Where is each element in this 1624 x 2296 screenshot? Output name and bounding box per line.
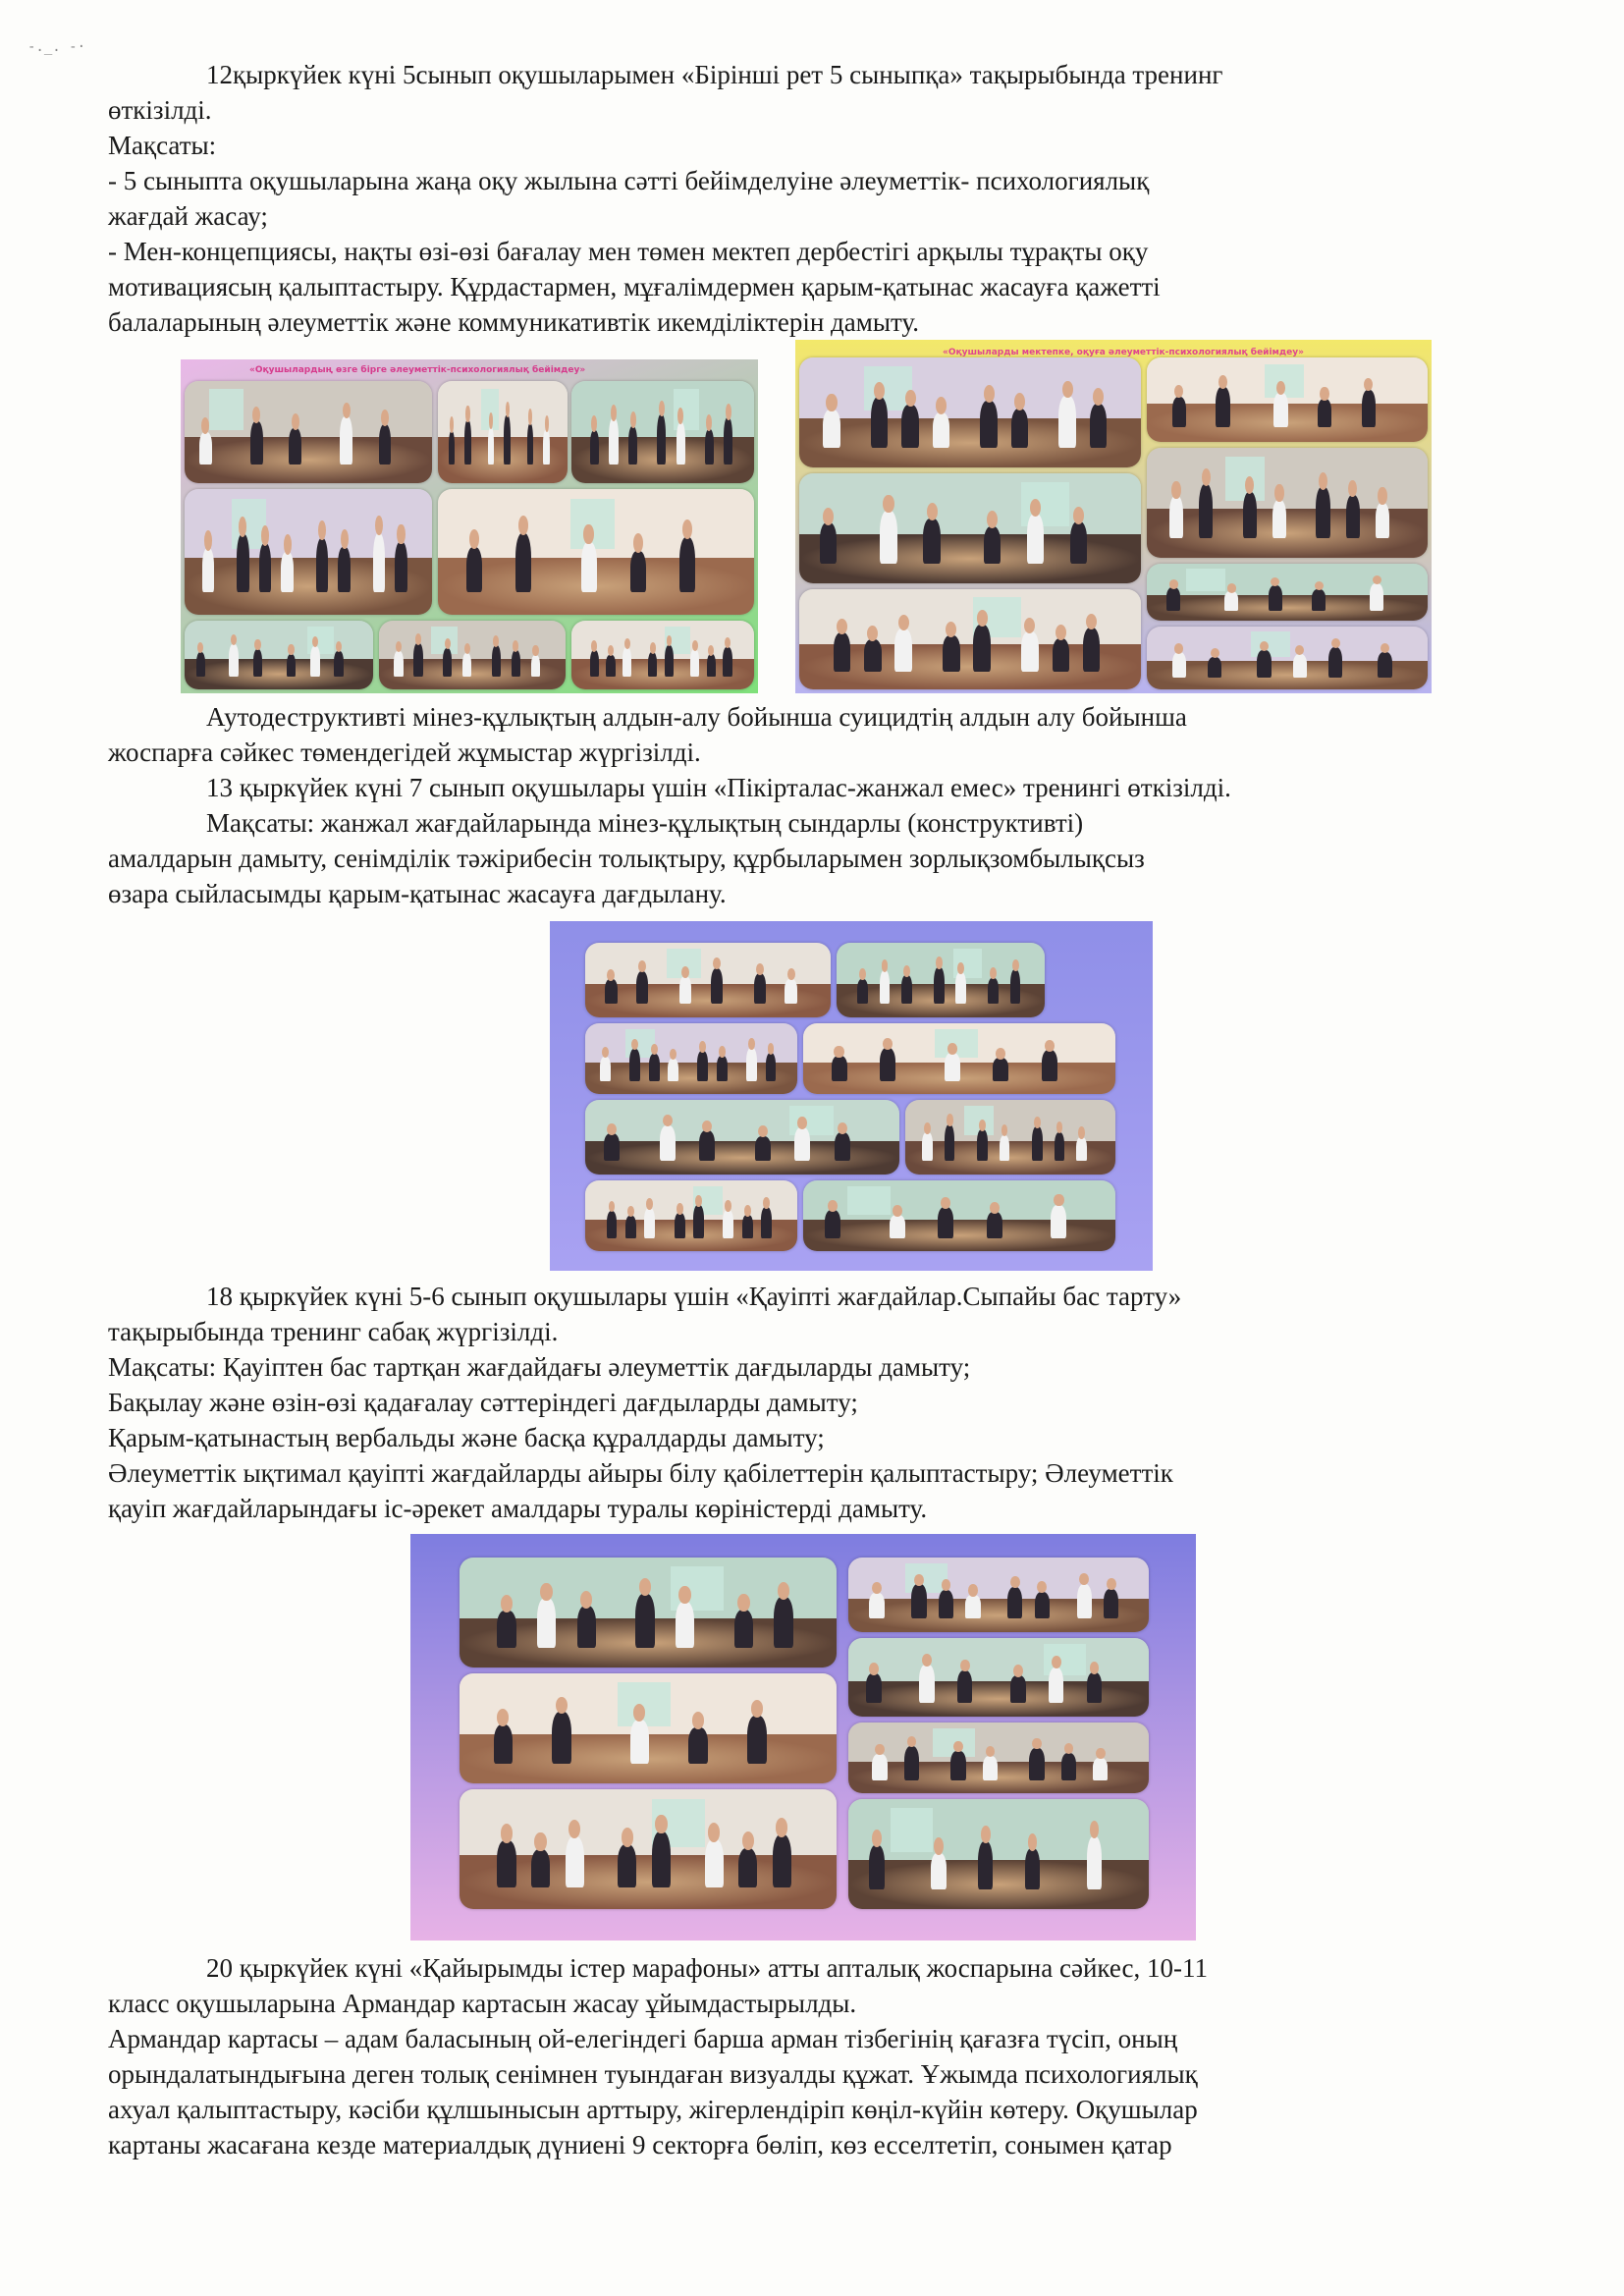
text-line: Армандар картасы – адам баласының ой-елегіндегі барша арман тізбегінің қағазға түсіп, оның bbox=[108, 2024, 1178, 2053]
text-line: Аутодеструктивті мінез-құлықтың алдын-алу бойынша суицидтің алдын алу бойынша bbox=[206, 702, 1187, 732]
text-line: жағдай жасау; bbox=[108, 201, 268, 231]
classroom-photo bbox=[803, 1180, 1115, 1251]
text-line: өткізілді. bbox=[108, 95, 212, 125]
text-line: 13 қыркүйек күні 7 сынып оқушылары үшін «Пікірталас-жанжал емес» тренингі өткізілді. bbox=[206, 773, 1231, 802]
text-line: Әлеуметтік ықтимал қауіпті жағдайларды айыры білу қабілеттерін қалыптастыру; Әлеуметтік bbox=[108, 1458, 1173, 1488]
classroom-photo bbox=[585, 1100, 899, 1175]
classroom-photo bbox=[848, 1799, 1149, 1909]
photo-collage-2 bbox=[795, 340, 1432, 693]
classroom-photo bbox=[585, 943, 831, 1017]
text-line: 18 қыркүйек күні 5-6 сынып оқушылары үшін «Қауіпті жағдайлар.Сыпайы бас тарту» bbox=[206, 1282, 1182, 1311]
classroom-photo bbox=[799, 589, 1141, 689]
photo-collage-3 bbox=[550, 921, 1153, 1271]
photo-collage-4 bbox=[410, 1534, 1196, 1941]
classroom-photo bbox=[1147, 564, 1428, 621]
text-line: мотивациясың қалыптастыру. Құрдастармен, мұғалімдермен қарым-қатынас жасауға қажетті bbox=[108, 272, 1161, 301]
classroom-photo bbox=[585, 1023, 797, 1094]
classroom-photo bbox=[571, 381, 754, 483]
classroom-photo bbox=[585, 1180, 797, 1251]
text-line: Мақсаты: Қауіптен бас тартқан жағдайдағы әлеуметтік дағдыларды дамыту; bbox=[108, 1352, 971, 1382]
collage-title: «Оқушыларды мектепке, оқуға әлеуметтік-психологиялық бейімдеу» bbox=[943, 348, 1304, 357]
classroom-photo bbox=[379, 621, 566, 689]
classroom-photo bbox=[799, 357, 1141, 467]
scan-artifact: -._. -· bbox=[27, 39, 86, 55]
classroom-photo bbox=[185, 381, 432, 483]
text-line: - 5 сыныпта оқушыларына жаңа оқу жылына сәтті бейімделуіне әлеуметтік- психологиялық bbox=[108, 166, 1150, 195]
text-line: - Мен-концепциясы, нақты өзі-өзі бағалау мен төмен мектеп дербестігі арқылы тұрақты оқу bbox=[108, 237, 1149, 266]
text-line: орындалатындығына деген толық сенімнен туындаған визуалды құжат. Ұжымда психологиялық bbox=[108, 2059, 1198, 2089]
classroom-photo bbox=[848, 1722, 1149, 1793]
paragraph-dangerous-situations bbox=[108, 1279, 1512, 1526]
classroom-photo bbox=[837, 943, 1045, 1017]
classroom-photo bbox=[438, 489, 754, 615]
classroom-photo bbox=[185, 489, 432, 615]
classroom-photo bbox=[1147, 357, 1428, 442]
text-line: класс оқушыларына Армандар картасын жасау ұйымдастырылды. bbox=[108, 1989, 857, 2018]
paragraph-training-5-grade bbox=[108, 57, 1512, 340]
classroom-photo bbox=[848, 1638, 1149, 1717]
text-line: амалдарын дамыту, сенімділік тәжірибесін толықтыру, құрбыларымен зорлықзомбылықсыз bbox=[108, 844, 1145, 873]
collage-title: «Оқушылардың өзге бірге әлеуметтік-психологиялық бейімдеу» bbox=[249, 365, 586, 375]
text-line: өзара сыйласымды қарым-қатынас жасауға дағдылану. bbox=[108, 879, 727, 908]
classroom-photo bbox=[848, 1558, 1149, 1632]
classroom-photo bbox=[185, 621, 373, 689]
text-line: картаны жасағана кезде материалдық дүниені 9 секторға бөліп, көз есселтетіп, сонымен қатар bbox=[108, 2130, 1172, 2159]
text-line: 12қыркүйек күні 5сынып оқушыларымен «Бірінші рет 5 сыныпқа» тақырыбында тренинг bbox=[206, 60, 1223, 89]
paragraph-dream-map bbox=[108, 1950, 1512, 2162]
classroom-photo bbox=[438, 381, 568, 483]
classroom-photo bbox=[799, 473, 1141, 583]
text-line: тақырыбында тренинг сабақ жүргізілді. bbox=[108, 1317, 559, 1346]
text-line: Бақылау және өзін-өзі қадағалау сәттеріндегі дағдыларды дамыту; bbox=[108, 1388, 858, 1417]
text-line: Қарым-қатынастың вербальды және басқа құралдарды дамыту; bbox=[108, 1423, 825, 1452]
classroom-photo bbox=[1147, 448, 1428, 558]
classroom-photo bbox=[1147, 627, 1428, 689]
classroom-photo bbox=[460, 1789, 837, 1909]
classroom-photo bbox=[803, 1023, 1115, 1094]
paragraph-suicide-prevention bbox=[108, 699, 1512, 911]
text-line: ахуал қалыптастыру, кәсіби құлшынысын арттыру, жігерлендіріп көңіл-күйін көтеру. Оқушылар bbox=[108, 2095, 1198, 2124]
text-line: қауіп жағдайларындағы іс-әрекет амалдары туралы көріністерді дамыту. bbox=[108, 1494, 928, 1523]
text-line: балаларының әлеуметтік және коммуникативтік икемділіктерін дамыту. bbox=[108, 307, 919, 337]
classroom-photo bbox=[905, 1100, 1115, 1175]
classroom-photo bbox=[460, 1558, 837, 1667]
text-line: Мақсаты: bbox=[108, 131, 217, 160]
classroom-photo bbox=[460, 1673, 837, 1783]
photo-collage-1 bbox=[181, 359, 758, 693]
text-line: Мақсаты: жанжал жағдайларында мінез-құлықтың сындарлы (конструктивті) bbox=[206, 808, 1084, 838]
classroom-photo bbox=[571, 621, 754, 689]
text-line: 20 қыркүйек күні «Қайырымды істер марафоны» атты апталық жоспарына сәйкес, 10-11 bbox=[206, 1953, 1208, 1983]
text-line: жоспарға сәйкес төмендегідей жұмыстар жүргізілді. bbox=[108, 738, 701, 767]
